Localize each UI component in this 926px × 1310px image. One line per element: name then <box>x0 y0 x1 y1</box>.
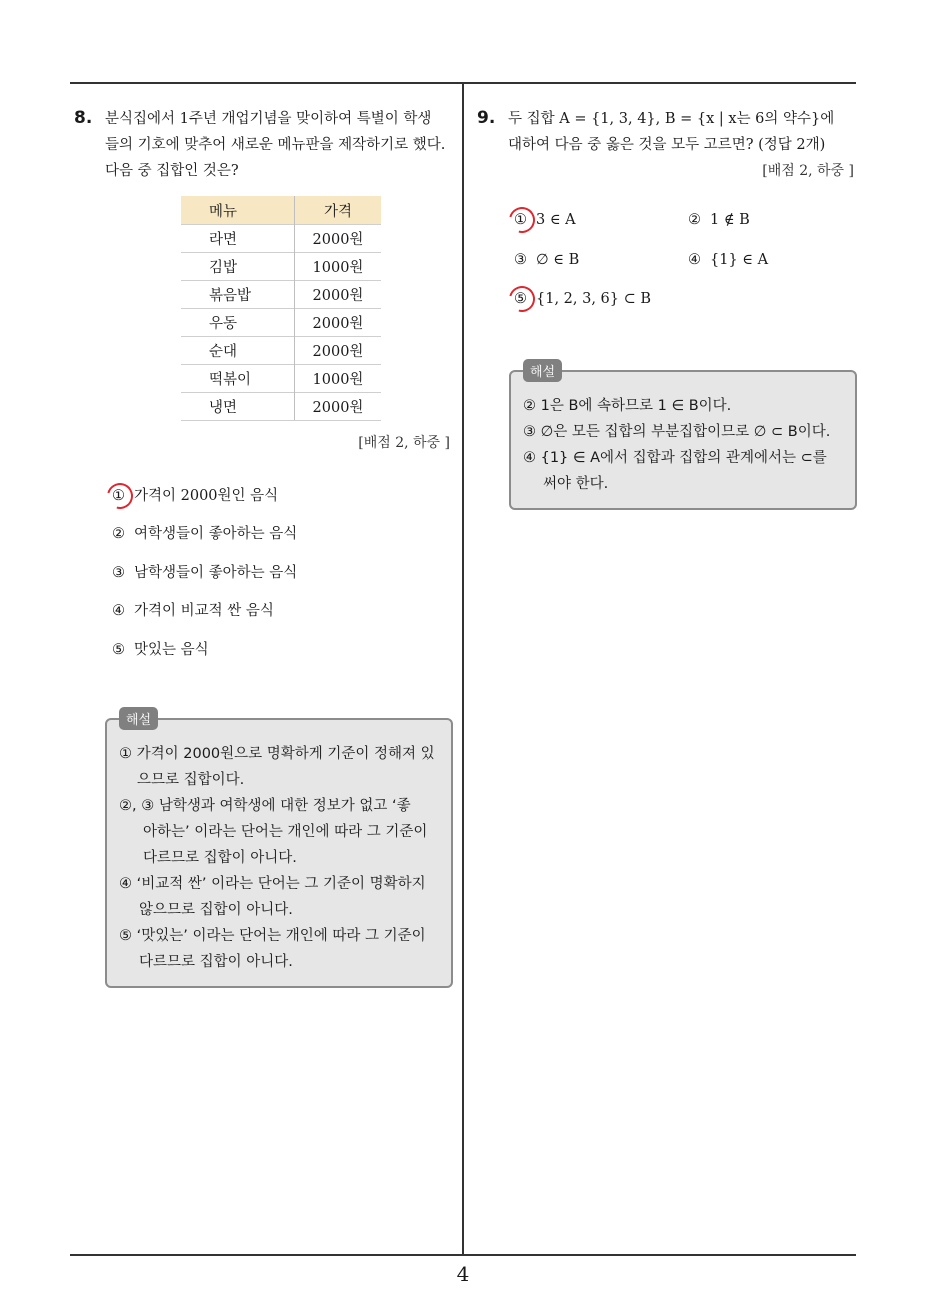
explanation-line: ② 1은 B에 속하므로 1 ∈ B이다. <box>523 398 732 414</box>
explanation-box <box>105 713 453 988</box>
table-row <box>181 393 381 421</box>
choice-text: ∅ ∈ B <box>536 252 580 268</box>
question-line: 들의 기호에 맞추어 새로운 메뉴판을 제작하기로 했다. <box>105 137 446 153</box>
score-label: [배점 2, 하중 ] <box>762 163 854 179</box>
explanation-line: 아하는’ 이라는 단어는 개인에 따라 그 기준이 <box>143 824 428 840</box>
column-divider <box>462 84 464 1256</box>
score-label: [배점 2, 하중 ] <box>358 435 450 451</box>
choice-number: ④ <box>112 603 125 619</box>
table-cell: 라면 <box>181 225 295 253</box>
question-line: 대하여 다음 중 옳은 것을 모두 고르면? (정답 2개) <box>508 137 826 153</box>
explanation-line: ④ ‘비교적 싼’ 이라는 단어는 그 기준이 명확하지 <box>119 876 426 892</box>
explanation-box <box>509 365 857 510</box>
choice-3[interactable] <box>514 252 579 268</box>
choice-1[interactable] <box>112 484 278 505</box>
choice-number: ⑤ <box>514 291 527 307</box>
choice-number: ④ <box>688 252 701 268</box>
choice-text: 남학생들이 좋아하는 음식 <box>134 565 298 581</box>
choice-text: 1 ∉ B <box>710 212 750 228</box>
choice-number: ② <box>688 212 701 228</box>
table-cell: 2000원 <box>295 281 382 309</box>
table-row <box>181 337 381 365</box>
choice-5[interactable] <box>514 291 651 307</box>
column-header: 메뉴 <box>181 196 295 225</box>
explanation-line: ②, ③ 남학생과 여학생에 대한 정보가 없고 ‘좋 <box>119 798 411 814</box>
choice-1[interactable] <box>514 212 576 228</box>
choice-text: {1} ∈ A <box>710 252 769 268</box>
choice-text: 3 ∈ A <box>536 212 576 228</box>
question-text <box>105 106 455 184</box>
choice-2[interactable] <box>688 212 750 228</box>
choice-5[interactable] <box>112 638 209 659</box>
table-cell: 2000원 <box>295 393 382 421</box>
table-row <box>181 253 381 281</box>
choice-number: ③ <box>514 252 527 268</box>
explanation-line: ④ {1} ∈ A에서 집합과 집합의 관계에서는 ⊂를 <box>523 450 827 466</box>
choice-number: ⑤ <box>112 642 125 658</box>
explanation-line: 으므로 집합이다. <box>137 772 245 788</box>
table-cell: 2000원 <box>295 309 382 337</box>
choice-4[interactable] <box>688 252 768 268</box>
page-number: 4 <box>456 1262 470 1286</box>
question-number: 8. <box>74 108 93 128</box>
table-cell: 1000원 <box>295 253 382 281</box>
table-row <box>181 365 381 393</box>
question-line: 분식집에서 1주년 개업기념을 맞이하여 특별이 학생 <box>105 111 432 127</box>
question-line: 다음 중 집합인 것은? <box>105 163 239 179</box>
table-row <box>181 281 381 309</box>
choice-text: 맛있는 음식 <box>134 642 209 658</box>
explanation-line: 써야 한다. <box>543 476 609 492</box>
choice-3[interactable] <box>112 561 297 582</box>
explanation-line: ⑤ ‘맛있는’ 이라는 단어는 개인에 따라 그 기준이 <box>119 928 426 944</box>
menu-table <box>181 196 381 421</box>
choice-text: 가격이 2000원인 음식 <box>134 488 279 504</box>
question-line: 두 집합 A = {1, 3, 4}, B = {x | x는 6의 약수}에 <box>508 111 835 127</box>
answer-mark-icon <box>102 478 138 514</box>
choice-number: ③ <box>112 565 125 581</box>
table-cell: 1000원 <box>295 365 382 393</box>
question-text <box>508 106 858 158</box>
table-cell: 우동 <box>181 309 295 337</box>
bottom-rule <box>70 1254 856 1256</box>
table-cell: 2000원 <box>295 337 382 365</box>
table-cell: 냉면 <box>181 393 295 421</box>
choice-4[interactable] <box>112 599 274 620</box>
table-cell: 2000원 <box>295 225 382 253</box>
choice-number: ① <box>514 212 527 228</box>
question-number: 9. <box>477 108 496 128</box>
answer-mark-icon <box>504 202 540 238</box>
table-row <box>181 309 381 337</box>
table-cell: 볶음밥 <box>181 281 295 309</box>
choice-text: 가격이 비교적 싼 음식 <box>134 603 274 619</box>
explanation-line: 다르므로 집합이 아니다. <box>139 954 293 970</box>
table-cell: 김밥 <box>181 253 295 281</box>
choice-text: {1, 2, 3, 6} ⊂ B <box>536 291 652 307</box>
table-cell: 떡볶이 <box>181 365 295 393</box>
explanation-line: 않으므로 집합이 아니다. <box>139 902 293 918</box>
choice-text: 여학생들이 좋아하는 음식 <box>134 526 298 542</box>
explanation-line: ③ ∅은 모든 집합의 부분집합이므로 ∅ ⊂ B이다. <box>523 424 831 440</box>
explanation-tag: 해설 <box>119 707 158 730</box>
explanation-tag: 해설 <box>523 359 562 382</box>
table-header-row <box>181 196 381 225</box>
explanation-line: 다르므로 집합이 아니다. <box>143 850 297 866</box>
answer-mark-icon <box>504 281 540 317</box>
column-header: 가격 <box>295 196 382 225</box>
table-cell: 순대 <box>181 337 295 365</box>
choice-number: ② <box>112 526 125 542</box>
choice-2[interactable] <box>112 522 297 543</box>
explanation-line: ① 가격이 2000원으로 명확하게 기준이 정해져 있 <box>119 746 435 762</box>
choice-number: ① <box>112 488 125 504</box>
table-row <box>181 225 381 253</box>
